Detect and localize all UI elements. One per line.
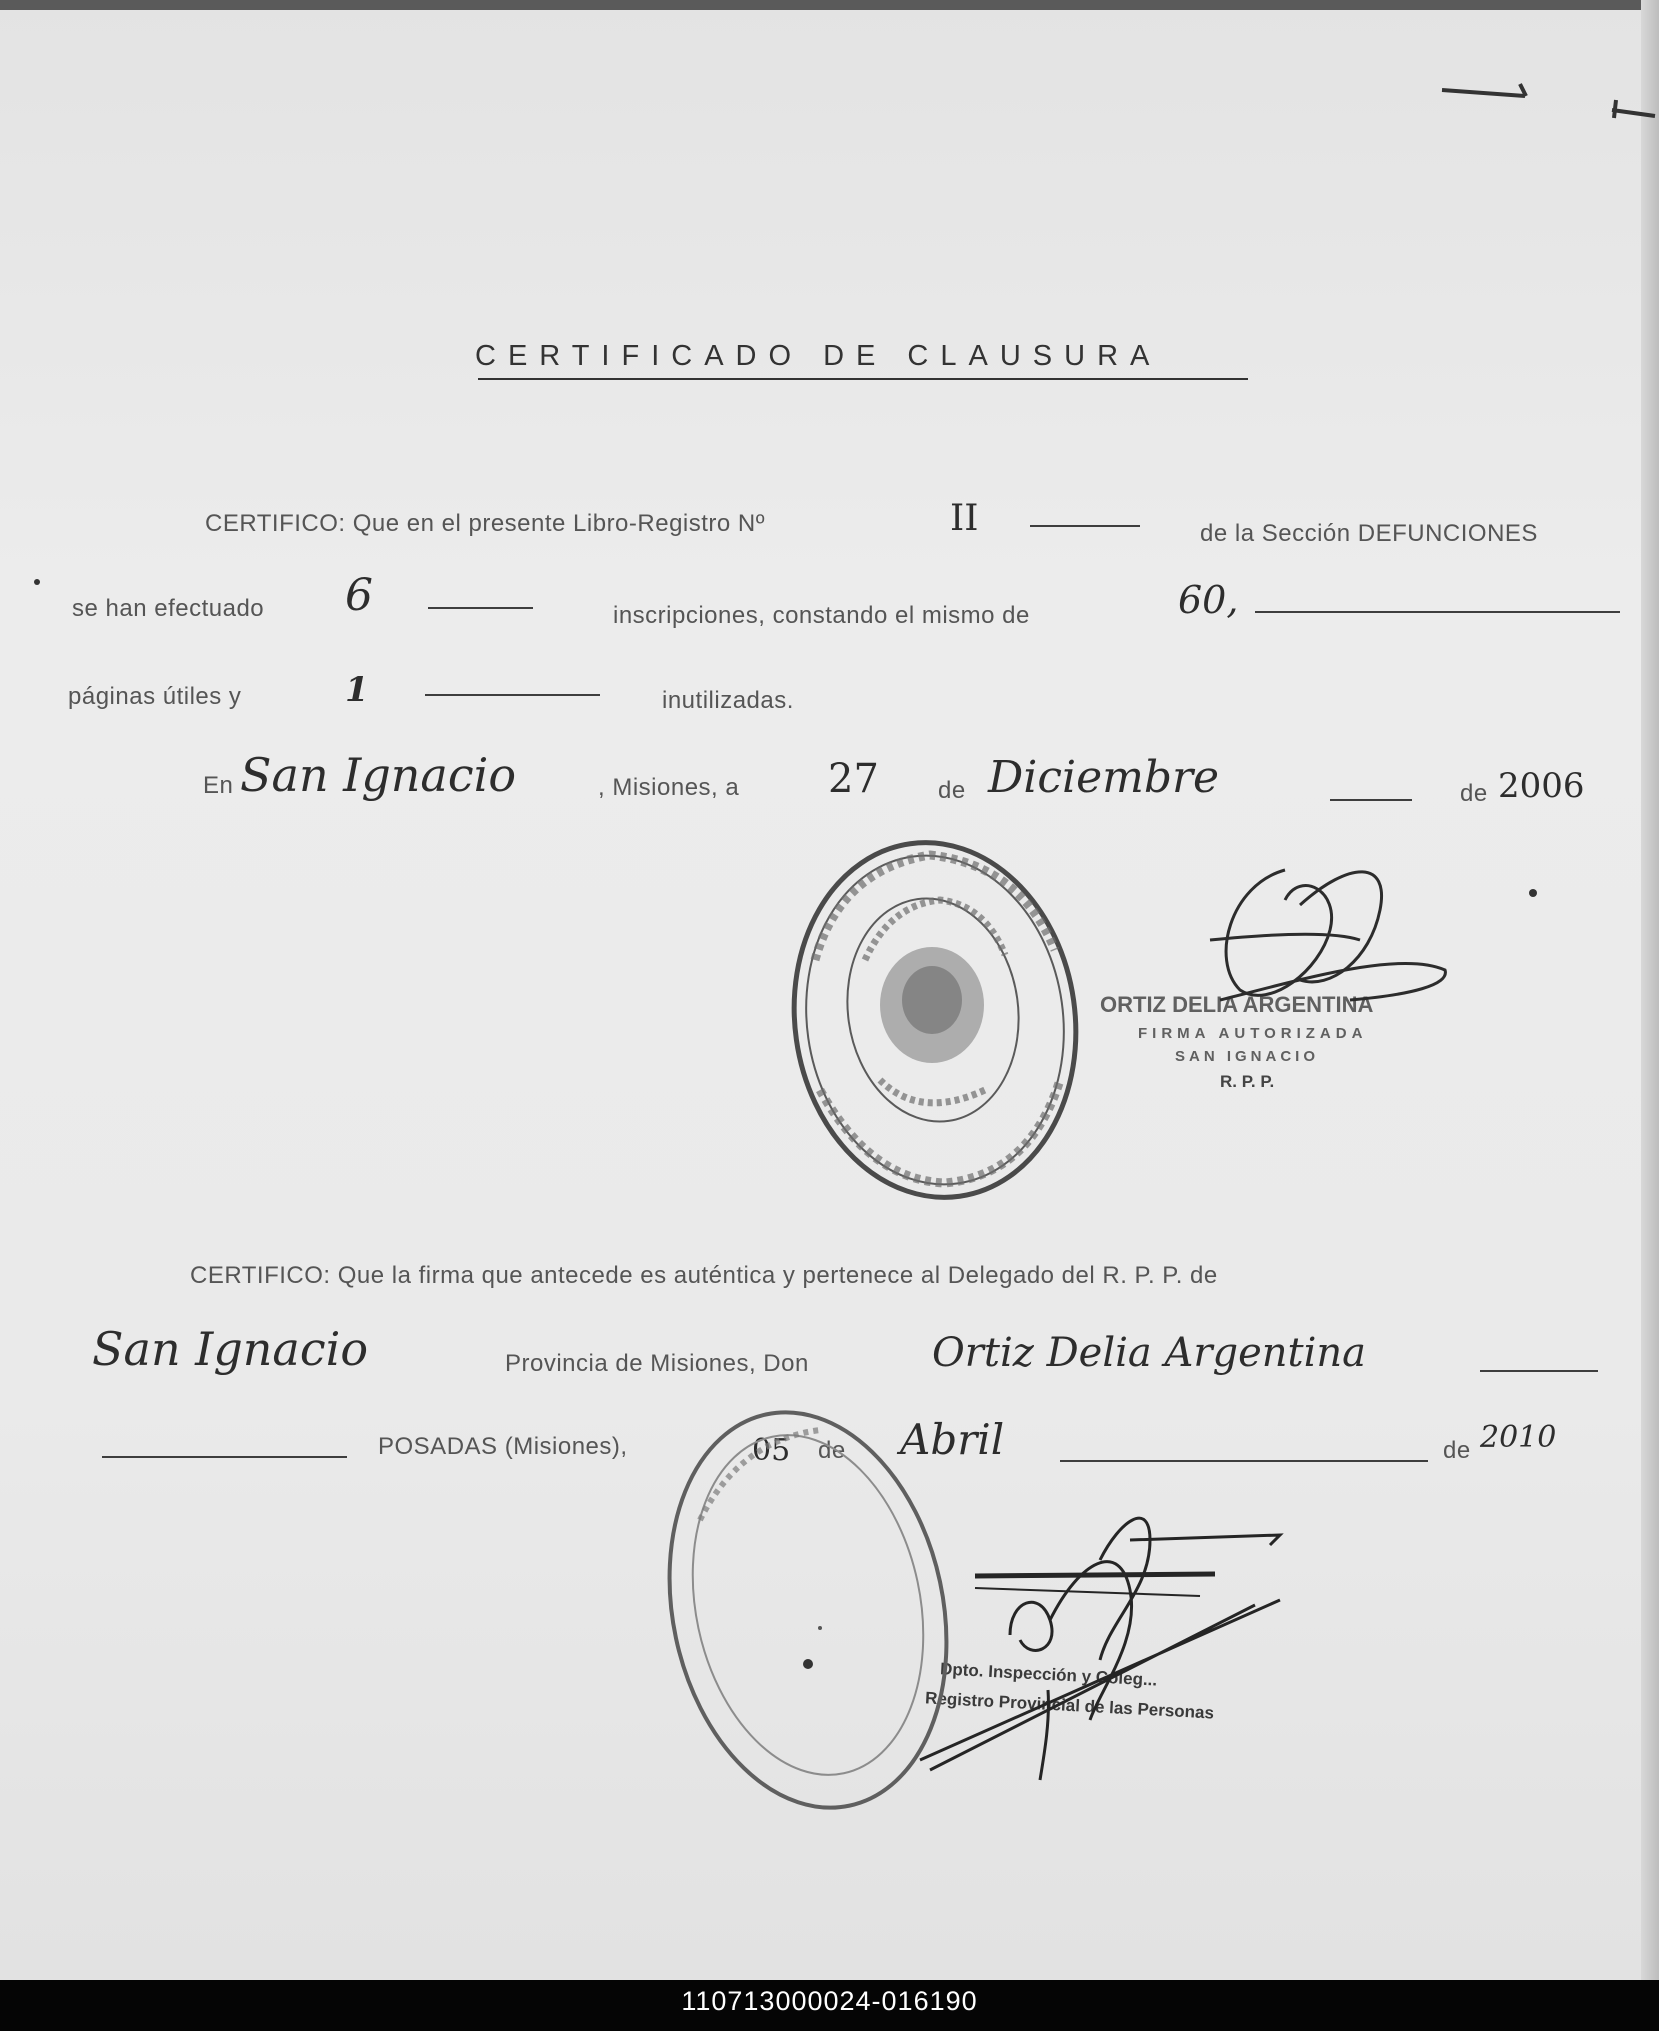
stamp-office: R. P. P. [1220, 1072, 1275, 1091]
paginas-count: 60, [1178, 578, 1239, 622]
corner-mark [1442, 84, 1526, 96]
inscripciones-text: inscripciones, constando el mismo de [613, 602, 1030, 629]
inscripciones-count: 6 [345, 570, 373, 621]
signature-2 [920, 1518, 1280, 1780]
delegate-name: Ortiz Delia Argentina [932, 1330, 1366, 1376]
dot-mark [34, 579, 40, 585]
stamp-name: ORTIZ DELIA ARGENTINA [1100, 992, 1374, 1017]
auth-de-text-1: de [818, 1437, 846, 1464]
de-text-2: de [1460, 780, 1488, 807]
paginas-text: páginas útiles y [68, 683, 242, 710]
day: 27 [828, 756, 879, 802]
auth-de-text-2: de [1443, 1437, 1471, 1464]
en-text: En [203, 772, 234, 799]
registry-seal-2 [634, 1386, 981, 1833]
auth-year: 2010 [1480, 1420, 1557, 1455]
libro-numero: II [950, 498, 979, 539]
auth-place-name: San Ignacio [92, 1322, 369, 1376]
signature-1 [1210, 870, 1445, 1000]
page-title: CERTIFICADO DE CLAUSURA [475, 340, 1162, 372]
auth-day: 05 [752, 1433, 791, 1468]
auth-month: Abril [900, 1415, 1005, 1464]
stamp2-registry: Registro Provincial de las Personas [924, 1688, 1215, 1723]
inutilizadas-text: inutilizadas. [662, 687, 794, 714]
certifico-text-2: CERTIFICO: Que la firma que antecede es auténtica y pertenece al Delegado del R. P. P. de [190, 1262, 1218, 1289]
misiones-text: , Misiones, a [598, 774, 740, 801]
provincia-text: Provincia de Misiones, Don [505, 1350, 809, 1377]
stamp-role: FIRMA AUTORIZADA [1138, 1025, 1368, 1042]
registry-seal [772, 824, 1099, 1216]
place-name: San Ignacio [240, 748, 517, 802]
document-id: 110713000024-016190 [681, 1986, 978, 2016]
inutilizadas-count: 1 [345, 670, 369, 710]
corner-mark [1612, 100, 1655, 118]
posadas-text: POSADAS (Misiones), [378, 1433, 628, 1460]
year: 2006 [1498, 766, 1585, 806]
efectuado-text: se han efectuado [72, 595, 265, 622]
certifico-text-1: CERTIFICO: Que en el presente Libro-Registro Nº [205, 510, 766, 537]
month: Diciembre [988, 752, 1220, 803]
stamp2-dept: Dpto. Inspección y Coleg... [939, 1659, 1158, 1690]
dot-mark [1529, 889, 1537, 897]
seccion-text: de la Sección DEFUNCIONES [1200, 520, 1538, 547]
stamp-location: SAN IGNACIO [1175, 1048, 1320, 1065]
de-text-1: de [938, 777, 966, 804]
